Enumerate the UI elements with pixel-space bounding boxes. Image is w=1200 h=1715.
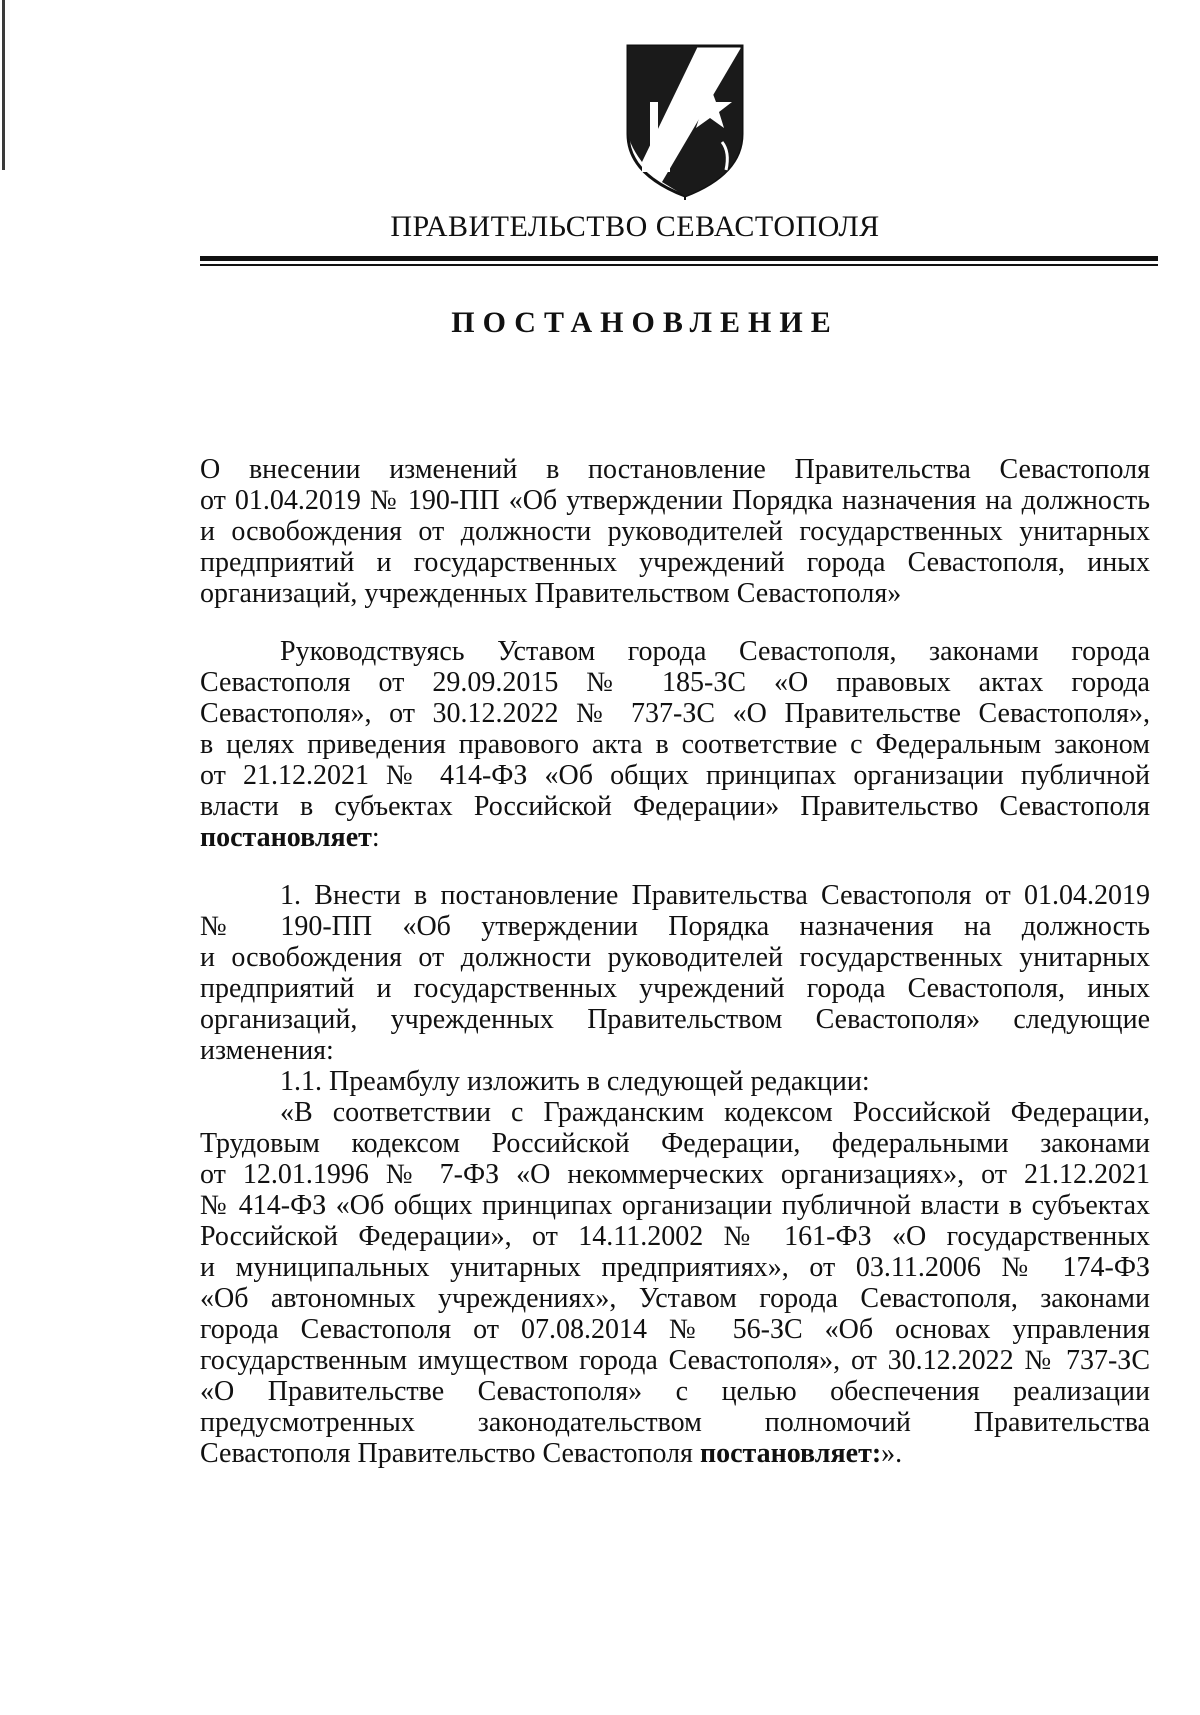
preamble-line: в целях приведения правового акта в соответствие с Федеральным законом xyxy=(200,729,1150,760)
item1-line: организаций, учрежденных Правительством Севастополя» следующие xyxy=(200,1004,1150,1035)
organization-name: ПРАВИТЕЛЬСТВО СЕВАСТОПОЛЯ xyxy=(390,210,880,243)
item1-1-line: от 12.01.1996 № 7-ФЗ «О некоммерческих организациях», от 21.12.2021 xyxy=(200,1159,1150,1190)
title-line: и освобождения от должности руководителей государственных унитарных xyxy=(200,516,1150,547)
document-type: ПОСТАНОВЛЕНИЕ xyxy=(451,306,839,339)
item1-1-line: «О Правительстве Севастополя» с целью обеспечения реализации xyxy=(200,1376,1150,1407)
resolves-keyword: постановляет xyxy=(200,822,372,853)
resolves-punct: : xyxy=(371,822,380,853)
title-line: О внесении изменений в постановление Правительства Севастополя xyxy=(200,454,1150,485)
document-title xyxy=(200,454,1150,609)
item1-1-heading: 1.1. Преамбулу изложить в следующей редакции: xyxy=(280,1066,870,1097)
item1-line: и освобождения от должности руководителей государственных унитарных xyxy=(200,942,1150,973)
title-line: предприятий и государственных учреждений города Севастополя, иных xyxy=(200,547,1150,578)
last-line-resolves: постановляет: xyxy=(699,1438,882,1469)
item-1 xyxy=(200,880,1150,1066)
item1-1-last-line xyxy=(200,1438,1150,1469)
preamble xyxy=(200,636,1150,853)
sevastopol-coat-of-arms-icon xyxy=(622,42,748,200)
item1-1-line: «Об автономных учреждениях», Уставом города Севастополя, законами xyxy=(200,1283,1150,1314)
last-line-suffix: ». xyxy=(881,1438,903,1469)
header-divider-thick xyxy=(200,256,1158,261)
item1-1-line: предусмотренных законодательством полномочий Правительства xyxy=(200,1407,1150,1438)
item1-line: предприятий и государственных учреждений города Севастополя, иных xyxy=(200,973,1150,1004)
scan-edge-artifact xyxy=(2,0,5,170)
item1-line: 1. Внести в постановление Правительства Севастополя от 01.04.2019 xyxy=(280,880,1150,911)
preamble-line: Севастополя», от 30.12.2022 № 737-ЗС «О Правительстве Севастополя», xyxy=(200,698,1150,729)
item1-1-line: № 414-ФЗ «Об общих принципах организации публичной власти в субъектах xyxy=(200,1190,1150,1221)
item1-line: № 190-ПП «Об утверждении Порядка назначения на должность xyxy=(200,911,1150,942)
title-line: от 01.04.2019 № 190-ПП «Об утверждении Порядка назначения на должность xyxy=(200,485,1150,516)
item1-1-line: города Севастополя от 07.08.2014 № 56-ЗС «Об основах управления xyxy=(200,1314,1150,1345)
item-1-1 xyxy=(200,1066,1150,1469)
item1-1-line: государственным имуществом города Севастополя», от 30.12.2022 № 737-ЗС xyxy=(200,1345,1150,1376)
item1-line: изменения: xyxy=(200,1035,334,1066)
preamble-line: власти в субъектах Российской Федерации» Правительство Севастополя xyxy=(200,791,1150,822)
item1-1-line: Российской Федерации», от 14.11.2002 № 161-ФЗ «О государственных xyxy=(200,1221,1150,1252)
header-divider-thin xyxy=(200,264,1158,266)
preamble-resolves-line xyxy=(200,822,1150,853)
item1-1-line: и муниципальных унитарных предприятиях», от 03.11.2006 № 174-ФЗ xyxy=(200,1252,1150,1283)
preamble-line: Руководствуясь Уставом города Севастополя, законами города xyxy=(280,636,1150,667)
title-line: организаций, учрежденных Правительством Севастополя» xyxy=(200,578,902,609)
last-line-prefix: Севастополя Правительство Севастополя xyxy=(200,1438,700,1469)
preamble-line: от 21.12.2021 № 414-ФЗ «Об общих принципах организации публичной xyxy=(200,760,1150,791)
preamble-line: Севастополя от 29.09.2015 № 185-ЗС «О правовых актах города xyxy=(200,667,1150,698)
item1-1-line: Трудовым кодексом Российской Федерации, федеральными законами xyxy=(200,1128,1150,1159)
item1-1-line: «В соответствии с Гражданским кодексом Российской Федерации, xyxy=(280,1097,1150,1128)
